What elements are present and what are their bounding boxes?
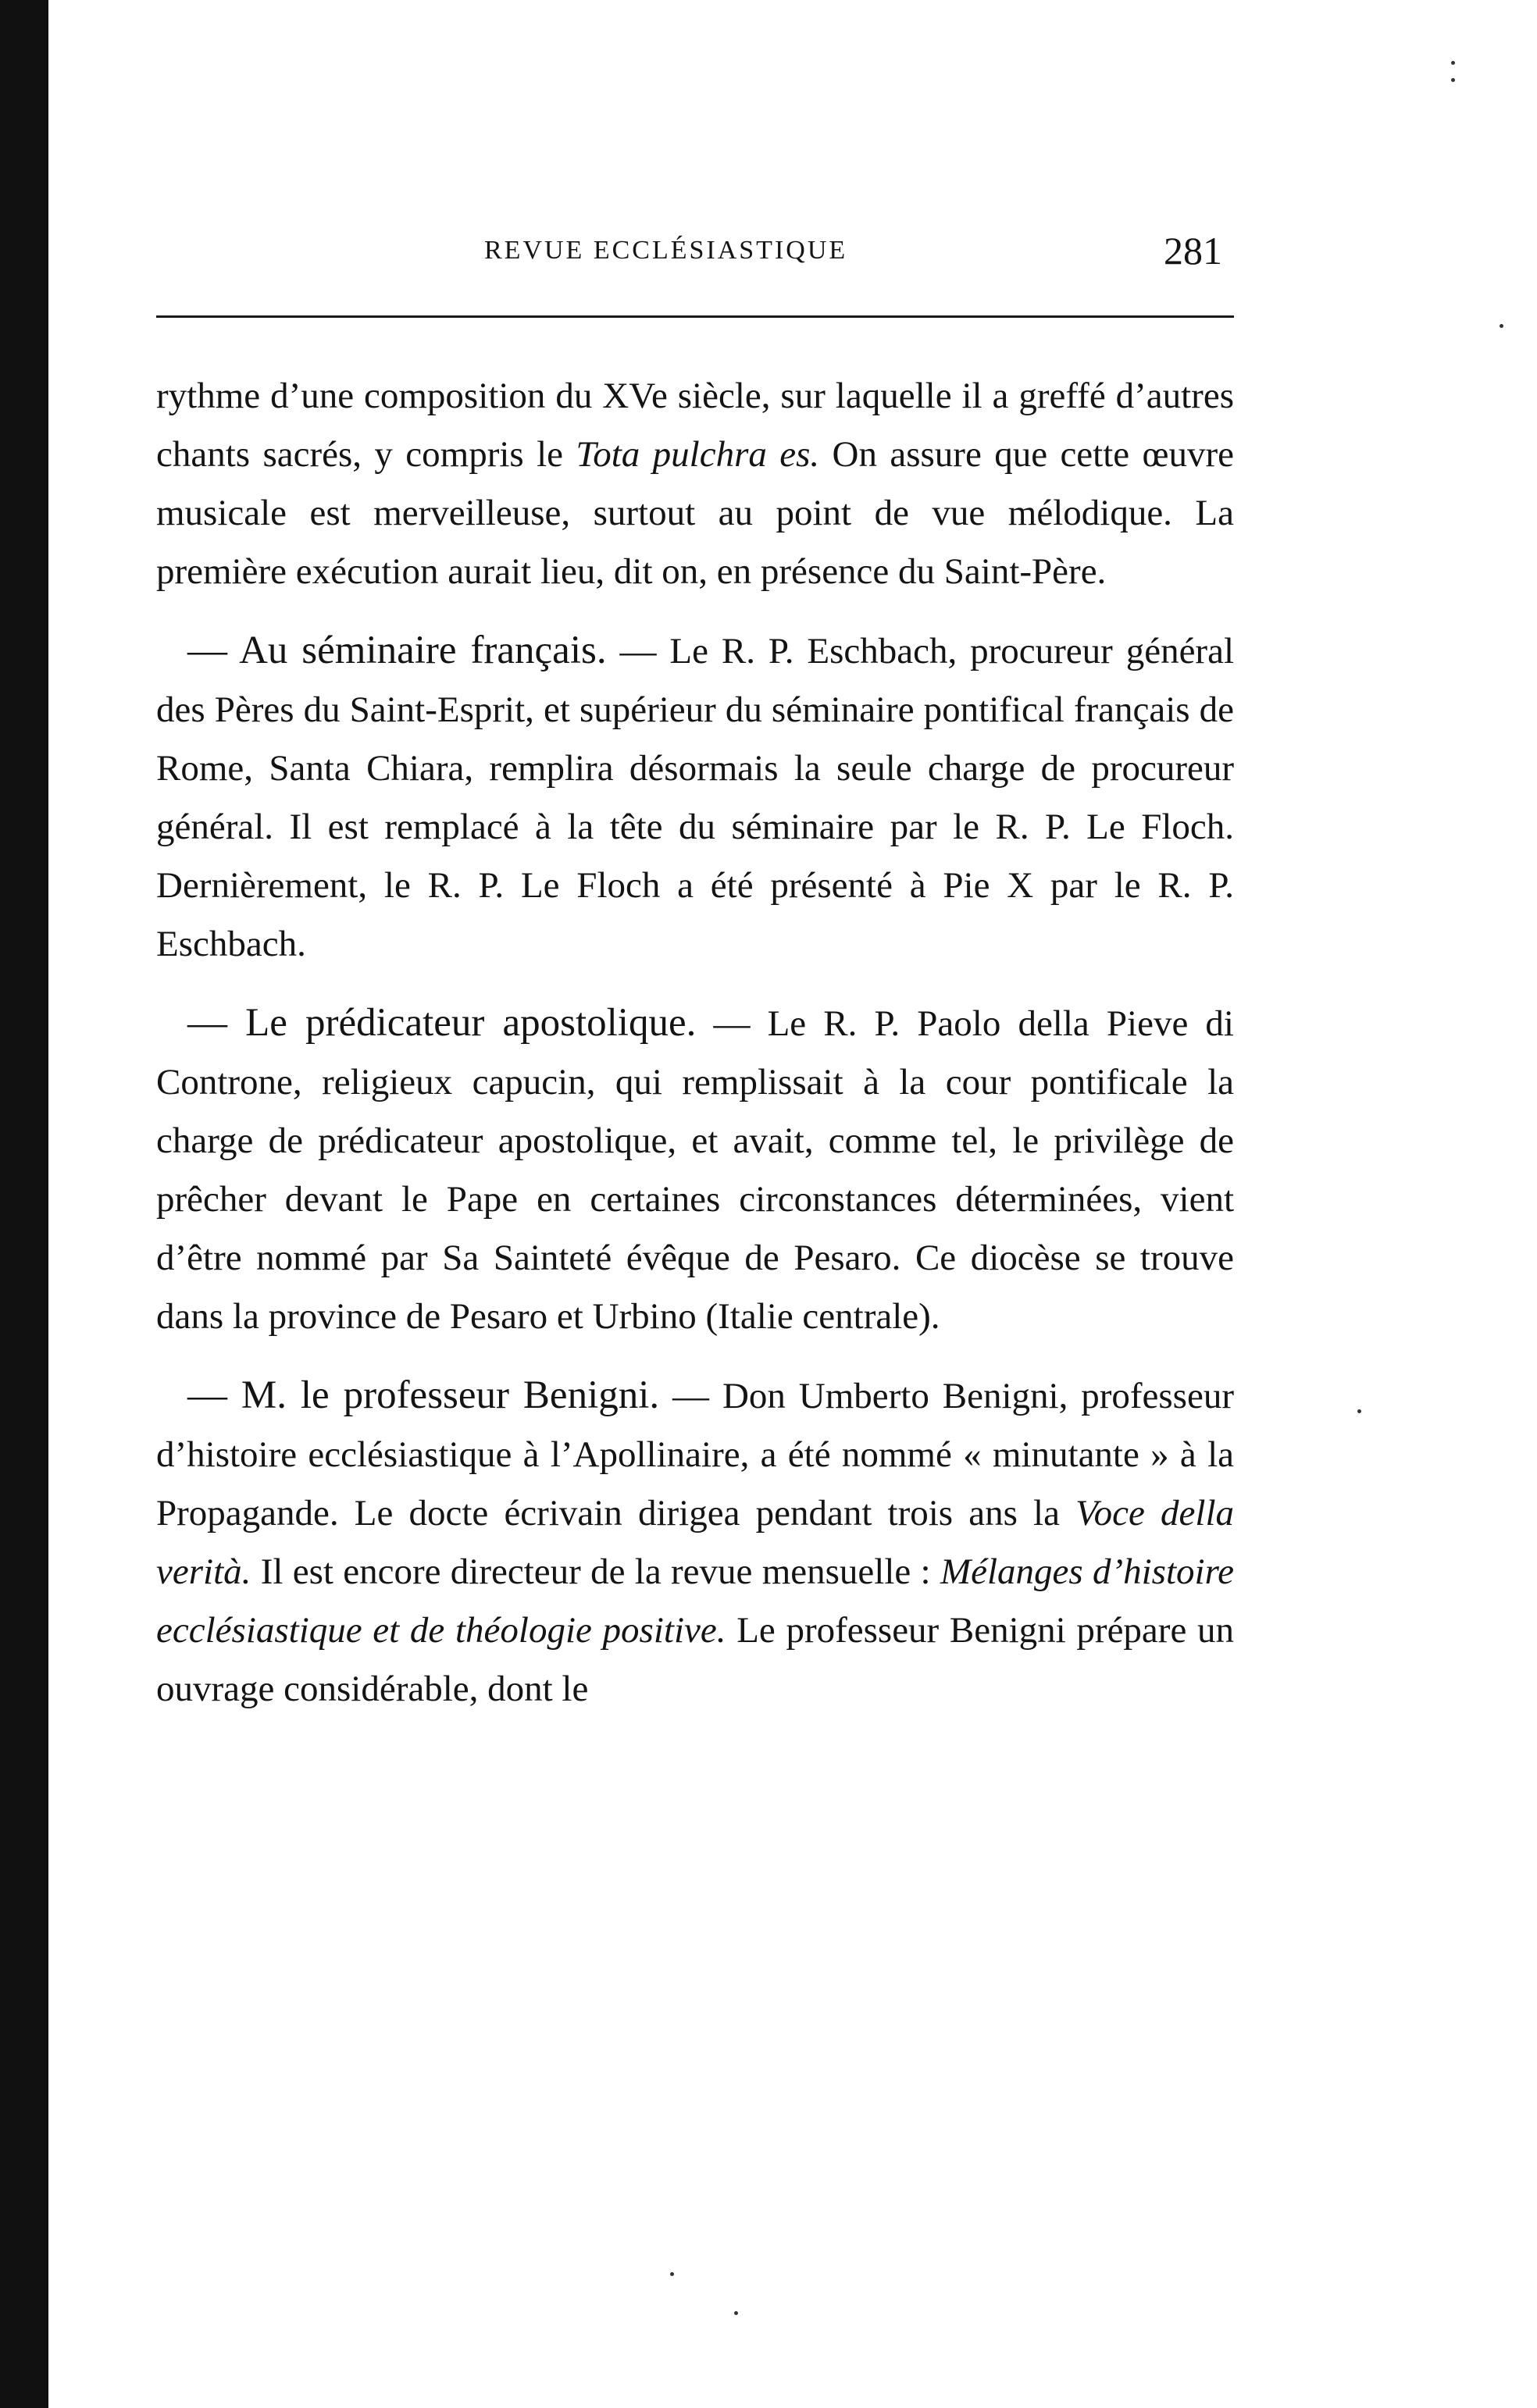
speck bbox=[670, 2272, 674, 2276]
paragraph-predicateur bbox=[156, 994, 1234, 1346]
section-heading: — M. le professeur Benigni. bbox=[187, 1373, 660, 1417]
speck bbox=[1500, 324, 1503, 328]
body-text bbox=[156, 367, 1234, 1719]
page-number: 281 bbox=[1164, 229, 1222, 273]
text-run: — Le R. P. Paolo della Pieve di Controne, religieux capucin, qui remplissait à la cour pontificale la charge de prédicateur apostolique, et avait, comme tel, le privilège de prêcher devant le Pape en certaines circonstances déterminées, vient d’être nommé par Sa Sainteté évêque de Pesaro. Ce diocèse se trouve dans la province de Pesaro et Urbino (Italie centrale). bbox=[156, 1003, 1234, 1337]
speck bbox=[1451, 78, 1455, 82]
text-run: — Don Umberto Benigni, professeur d’histoire ecclésiastique à l’Apollinaire, a été nommé « minutante » à la Propagande. Le docte écrivain dirigea pendant trois ans la bbox=[156, 1376, 1234, 1533]
text-run: — Le R. P. Eschbach, procureur général des Pères du Saint-Esprit, et supérieur du séminaire pontifical français de Rome, Santa Chiara, remplira désormais la seule charge de procureur général. Il est remplacé à la tête du séminaire par le R. P. Le Floch. Dernièrement, le R. P. Le Floch a été présenté à Pie X par le R. P. Eschbach. bbox=[156, 631, 1234, 964]
section-heading: — Au séminaire français. bbox=[187, 629, 607, 672]
italic-title: Mélanges d’histoire ecclésiastique et de théologie positive. bbox=[156, 1551, 1234, 1651]
speck bbox=[734, 2311, 738, 2315]
text-run: On assure que cette œuvre musicale est merveilleuse, surtout au point de vue mélodique. La première exécution aurait lieu, dit on, en présence du Saint-Père. bbox=[156, 434, 1234, 592]
speck bbox=[1451, 61, 1455, 65]
italic-title: Voce della verità. bbox=[156, 1493, 1234, 1592]
text-run: Le professeur Benigni prépare un ouvrage considérable, dont le bbox=[156, 1610, 1234, 1709]
paragraph-benigni bbox=[156, 1366, 1234, 1719]
binding-edge bbox=[0, 0, 48, 2408]
section-heading: — Le prédicateur apostolique. bbox=[187, 1001, 697, 1045]
italic-title: Tota pulchra es. bbox=[576, 434, 820, 475]
running-head: REVUE ECCLÉSIASTIQUE bbox=[484, 236, 848, 265]
paragraph-continuation bbox=[156, 367, 1234, 601]
header-rule bbox=[156, 315, 1234, 318]
speck bbox=[1357, 1409, 1361, 1413]
text-run: Il est encore directeur de la revue mensuelle : bbox=[251, 1551, 940, 1592]
text-run: rythme d’une composition du XVe siècle, sur laquelle il a greffé d’autres chants sacrés, y compris le bbox=[156, 376, 1234, 475]
page-header bbox=[156, 228, 1234, 283]
paragraph-seminaire bbox=[156, 622, 1234, 974]
